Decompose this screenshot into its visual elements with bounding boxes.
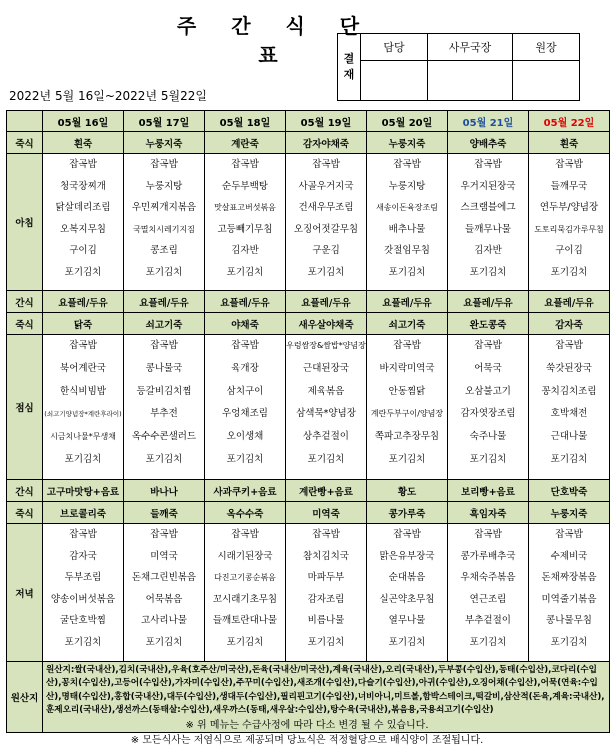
lunch-dish: 제육볶음 (307, 385, 345, 397)
breakfast-dish: 고등빼기무침 (217, 223, 273, 235)
afternoon-snack-cell: 바나나 (124, 480, 205, 502)
breakfast-dish: 배추나물 (388, 223, 426, 235)
approval-box (337, 33, 580, 101)
lunch-day-cell (124, 335, 205, 480)
morning-porridge-cell: 누룽지죽 (367, 132, 448, 154)
morning-snack-cell: 요플레/두유 (367, 291, 448, 313)
lunch-porridge-row (7, 313, 610, 335)
breakfast-dish: 포기김치 (550, 266, 588, 278)
dinner-dish: 실곤약초무침 (379, 593, 435, 605)
lunch-dish: 잡곡밥 (474, 340, 502, 351)
dinner-dish: 콩가루배추국 (460, 550, 516, 562)
lunch-dish: 계란두부구이/양념장 (370, 409, 444, 419)
dinner-day-cell (205, 524, 286, 662)
lunch-dish: 시금치나물*무생채 (50, 432, 116, 442)
dinner-dish: 참치김치국 (303, 550, 349, 562)
breakfast-dish: 구이김 (69, 245, 97, 257)
dinner-dish: 콩나물무침 (546, 615, 592, 627)
afternoon-snack-cell: 황도 (367, 480, 448, 502)
dinner-dish: 열무나물 (388, 615, 426, 627)
breakfast-dish: 우거지된장국 (460, 180, 516, 192)
dinner-dish: 다진고기콩순볶음 (214, 573, 276, 583)
lunch-dish: 바지락미역국 (379, 362, 435, 374)
breakfast-dish: 포기김치 (64, 266, 102, 278)
dinner-dish: 포기김치 (550, 636, 588, 648)
lunch-dish: 잡곡밥 (555, 340, 583, 351)
afternoon-snack-cell: 사과쿠키+음료 (205, 480, 286, 502)
lunch-dish: 등갈비김치찜 (136, 385, 192, 397)
breakfast-dish: 닭살데리조림 (55, 202, 111, 214)
breakfast-dish: 오복지무침 (60, 223, 106, 235)
dinner-dish: 꼬시래기초무침 (212, 593, 278, 605)
dinner-dish: 순대볶음 (388, 572, 426, 584)
lunch-porridge-cell: 야채죽 (205, 313, 286, 335)
lunch-dish: 육개장 (231, 362, 259, 374)
morning-porridge-cell: 양배추죽 (448, 132, 529, 154)
page-title: 주 간 식 단 표 (176, 14, 374, 67)
breakfast-dish: 잡곡밥 (393, 159, 421, 170)
approval-col-manager: 사무국장 (428, 34, 513, 61)
dinner-dish: 잡곡밥 (69, 529, 97, 540)
lunch-dish: 오삼불고기 (465, 385, 511, 397)
breakfast-dish: 순두부백탕 (222, 180, 268, 192)
lunch-dish: 삼색묵*양념장 (296, 408, 356, 420)
breakfast-dish: 포기김치 (469, 266, 507, 278)
morning-porridge-cell: 흰죽 (529, 132, 610, 154)
dinner-dish: 수제비국 (550, 550, 588, 562)
breakfast-dish: 포기김치 (226, 266, 264, 278)
lunch-dish: 잡곡밥 (231, 340, 259, 351)
lunch-porridge-cell: 닭죽 (43, 313, 124, 335)
approval-sign-manager (428, 61, 513, 101)
morning-porridge-cell: 흰죽 (43, 132, 124, 154)
breakfast-dish: 콩조림 (150, 245, 178, 257)
dinner-dish: 고사리나물 (141, 615, 187, 627)
morning-snack-cell: 요플레/두유 (205, 291, 286, 313)
dinner-dish: 돈채짜장볶음 (541, 572, 597, 584)
dinner-dish: 두부조림 (64, 572, 102, 584)
breakfast-dish: 들깨무국 (550, 180, 588, 192)
breakfast-row (7, 154, 610, 291)
dinner-dish: 미역국 (150, 550, 178, 562)
breakfast-dish: 잡곡밥 (555, 159, 583, 170)
breakfast-dish: 잡곡밥 (150, 159, 178, 170)
breakfast-day-cell (286, 154, 367, 291)
breakfast-dish: 들깨무나물 (465, 223, 511, 235)
breakfast-dish: 맛살표고버섯볶음 (214, 203, 276, 213)
breakfast-dish: 잡곡밥 (474, 159, 502, 170)
afternoon-snack-cell: 계란빵+음료 (286, 480, 367, 502)
lunch-dish: 잡곡밥 (150, 340, 178, 351)
dinner-dish: 비름나물 (307, 615, 345, 627)
approval-sign-staff (361, 61, 428, 101)
lunch-porridge-cell: 새우살야채죽 (286, 313, 367, 335)
morning-porridge-label: 죽식 (7, 132, 43, 154)
dinner-porridge-cell: 들깨죽 (124, 502, 205, 524)
dinner-dish: 포기김치 (226, 636, 264, 648)
dinner-dish: 잡곡밥 (555, 529, 583, 540)
approval-col-staff: 담당 (361, 34, 428, 61)
day-sun: 05월 22일 (529, 111, 610, 132)
dinner-day-cell (124, 524, 205, 662)
breakfast-dish: 갓절임무침 (384, 245, 430, 257)
dinner-label: 저녁 (7, 524, 43, 662)
corner-cell (7, 111, 43, 132)
morning-porridge-cell: 계란죽 (205, 132, 286, 154)
breakfast-dish: 도토리묵김가루무침 (534, 224, 604, 234)
lunch-dish: 꽁치김치조림 (541, 385, 597, 397)
dinner-dish: 마파두부 (307, 572, 345, 584)
note-diet: ※ 모든식사는 저염식으로 제공되며 당뇨식은 적정혈당으로 배식양이 조절됩니다. (130, 735, 484, 746)
breakfast-dish: 누룽지탕 (388, 180, 426, 192)
lunch-day-cell (448, 335, 529, 480)
breakfast-dish: 사골우거지국 (298, 180, 354, 192)
lunch-porridge-cell: 쇠고기죽 (124, 313, 205, 335)
dinner-dish: 감자조림 (307, 593, 345, 605)
afternoon-snack-label: 간식 (7, 480, 43, 502)
lunch-porridge-cell: 감자죽 (529, 313, 610, 335)
origin-label: 원산지 (7, 662, 43, 733)
lunch-dish: 호박채전 (550, 408, 588, 420)
lunch-day-cell (43, 335, 124, 480)
breakfast-day-cell (205, 154, 286, 291)
lunch-dish: 한식비빔밥 (60, 385, 106, 397)
breakfast-dish: 잡곡밥 (312, 159, 340, 170)
lunch-day-cell (529, 335, 610, 480)
breakfast-dish: 김자반 (231, 245, 259, 257)
dinner-dish: 포기김치 (469, 636, 507, 648)
dinner-dish: 잡곡밥 (312, 529, 340, 540)
dinner-day-cell (448, 524, 529, 662)
afternoon-snack-cell: 단호박죽 (529, 480, 610, 502)
dinner-day-cell (286, 524, 367, 662)
dinner-dish: 들깨토란대나물 (212, 615, 278, 627)
breakfast-dish: 누룽지탕 (145, 180, 183, 192)
lunch-dish: 우엉채조림 (222, 408, 268, 420)
morning-porridge-cell: 누룽지죽 (124, 132, 205, 154)
lunch-porridge-cell: 완도콩죽 (448, 313, 529, 335)
morning-snack-cell: 요플레/두유 (448, 291, 529, 313)
dinner-dish: 돈채그린빈볶음 (131, 572, 197, 584)
weekly-menu-table (6, 110, 610, 733)
dinner-dish: 포기김치 (64, 636, 102, 648)
breakfast-dish: 포기김치 (145, 266, 183, 278)
breakfast-day-cell (43, 154, 124, 291)
lunch-day-cell (286, 335, 367, 480)
breakfast-dish: 우민찌개지볶음 (131, 202, 197, 214)
lunch-dish: 콩나물국 (145, 362, 183, 374)
dinner-dish: 부추겉절이 (465, 615, 511, 627)
lunch-dish: 북어계란국 (60, 362, 106, 374)
morning-snack-cell: 요플레/두유 (286, 291, 367, 313)
lunch-dish: 어묵국 (474, 362, 502, 374)
dinner-day-cell (43, 524, 124, 662)
day-mon: 05월 16일 (43, 111, 124, 132)
lunch-dish: (쇠고기양념장*계란후라이) (44, 410, 122, 419)
breakfast-day-cell (529, 154, 610, 291)
lunch-dish: 포기김치 (307, 453, 345, 465)
lunch-dish: 감자엿장조림 (460, 408, 516, 420)
breakfast-dish: 연두부/양념장 (539, 202, 599, 214)
dinner-dish: 어묵볶음 (145, 593, 183, 605)
breakfast-dish: 잡곡밥 (231, 159, 259, 170)
lunch-dish: 부추전 (150, 408, 178, 420)
dinner-dish: 포기김치 (307, 636, 345, 648)
lunch-dish: 삼치구이 (226, 385, 264, 397)
dinner-porridge-label: 죽식 (7, 502, 43, 524)
lunch-day-cell (367, 335, 448, 480)
lunch-dish: 상추겉절이 (303, 431, 349, 443)
breakfast-day-cell (124, 154, 205, 291)
dinner-dish: 미역줄기볶음 (541, 593, 597, 605)
lunch-dish: 잡곡밥 (69, 340, 97, 351)
dinner-dish: 잡곡밥 (150, 529, 178, 540)
breakfast-day-cell (448, 154, 529, 291)
dinner-dish: 연근조림 (469, 593, 507, 605)
lunch-dish: 근대나물 (550, 431, 588, 443)
lunch-dish: 포기김치 (64, 453, 102, 465)
lunch-day-cell (205, 335, 286, 480)
day-thu: 05월 19일 (286, 111, 367, 132)
breakfast-dish: 구이김 (555, 245, 583, 257)
lunch-dish: 쑥갓된장국 (546, 362, 592, 374)
day-fri: 05월 20일 (367, 111, 448, 132)
lunch-dish: 안동찜닭 (388, 385, 426, 397)
lunch-dish: 숙주나물 (469, 431, 507, 443)
lunch-porridge-label: 죽식 (7, 313, 43, 335)
dinner-porridge-cell: 콩가루죽 (367, 502, 448, 524)
dinner-row (7, 524, 610, 662)
lunch-dish: 오이생채 (226, 431, 264, 443)
lunch-dish: 근대된장국 (303, 362, 349, 374)
dinner-dish: 감자국 (69, 550, 97, 562)
dinner-porridge-cell: 누룽지죽 (529, 502, 610, 524)
lunch-dish: 포기김치 (469, 453, 507, 465)
afternoon-snack-cell: 보리빵+음료 (448, 480, 529, 502)
lunch-dish: 포기김치 (226, 453, 264, 465)
breakfast-dish: 국멸치시레기지짐 (133, 224, 195, 234)
dinner-dish: 시래기된장국 (217, 550, 273, 562)
note-change: ※ 위 메뉴는 수급사정에 따라 다소 변경 될 수 있습니다. (185, 720, 429, 731)
breakfast-dish: 구운김 (312, 245, 340, 257)
lunch-dish: 옥수수콘샐러드 (131, 431, 197, 443)
dinner-dish: 굴단호박찜 (60, 615, 106, 627)
dinner-dish: 양송이버섯볶음 (50, 593, 116, 605)
lunch-dish: 잡곡밥 (393, 340, 421, 351)
origin-text: 원산지:쌀(국내산),김치(국내산),우육(호주산/미국산),돈육(국내산/미국산),계육(국내산),오리(국내산),두부콩(수입산),동태(수입산),코다리(수입산),꽁치(수입산),고등어(수입산),가자미(수입산),주꾸미(수입산),새조개(수입산),다슬기(수입산),아귀(수입산),오징어채(수입산),어묵(연육:수입산),명태(수입산),홍합(국내산),대두(수입산),생대두(수입산),필리핀고기(수입산),너비아니,미트볼,함박스테이크,떡갈비,삼산적(돈육,계육:국내산),훈제오리(국내산),생선까스(동태살:수입산),새우까스(동태,새우살:수입산),탕수육(국내산),볶음용,국용쇠고기(수입산) (43, 662, 610, 733)
dinner-dish: 잡곡밥 (393, 529, 421, 540)
approval-label (338, 34, 361, 101)
approval-label-1: 결 (343, 52, 355, 65)
morning-snack-cell: 요플레/두유 (124, 291, 205, 313)
dinner-dish: 잡곡밥 (231, 529, 259, 540)
dinner-day-cell (529, 524, 610, 662)
day-wed: 05월 18일 (205, 111, 286, 132)
menu-period: 2022년 5월 16일~2022년 5월22일 (9, 89, 207, 103)
lunch-porridge-cell: 쇠고기죽 (367, 313, 448, 335)
breakfast-dish: 잡곡밥 (69, 159, 97, 170)
breakfast-dish: 포기김치 (388, 266, 426, 278)
breakfast-day-cell (367, 154, 448, 291)
dinner-dish: 맑은유부장국 (379, 550, 435, 562)
morning-porridge-cell: 감자야채죽 (286, 132, 367, 154)
afternoon-snack-row (7, 480, 610, 502)
dinner-porridge-row (7, 502, 610, 524)
morning-snack-cell: 요플레/두유 (43, 291, 124, 313)
approval-sign-director (513, 61, 580, 101)
day-header-row (7, 111, 610, 132)
morning-snack-cell: 요플레/두유 (529, 291, 610, 313)
lunch-dish: 쪽파고추장무침 (374, 431, 440, 443)
lunch-label: 점심 (7, 335, 43, 480)
breakfast-dish: 청국장찌개 (60, 180, 106, 192)
breakfast-dish: 건새우무조림 (298, 202, 354, 214)
breakfast-dish: 스크램블에그 (460, 202, 516, 214)
lunch-dish: 포기김치 (388, 453, 426, 465)
breakfast-dish: 새송이돈육장조림 (376, 203, 438, 213)
lunch-dish: 포기김치 (550, 453, 588, 465)
lunch-dish: 포기김치 (145, 453, 183, 465)
breakfast-dish: 포기김치 (307, 266, 345, 278)
day-sat: 05월 21일 (448, 111, 529, 132)
breakfast-dish: 김자반 (474, 245, 502, 257)
morning-snack-label: 간식 (7, 291, 43, 313)
approval-col-director: 원장 (513, 34, 580, 61)
breakfast-label: 아침 (7, 154, 43, 291)
breakfast-dish: 오징어젓갈무침 (293, 223, 359, 235)
morning-snack-row (7, 291, 610, 313)
dinner-porridge-cell: 브로콜리죽 (43, 502, 124, 524)
dinner-dish: 포기김치 (388, 636, 426, 648)
dinner-porridge-cell: 미역죽 (286, 502, 367, 524)
morning-porridge-row (7, 132, 610, 154)
dinner-dish: 포기김치 (145, 636, 183, 648)
day-tue: 05월 17일 (124, 111, 205, 132)
afternoon-snack-cell: 고구마맛탕+음료 (43, 480, 124, 502)
dinner-porridge-cell: 흑임자죽 (448, 502, 529, 524)
approval-label-2: 재 (343, 68, 355, 81)
dinner-day-cell (367, 524, 448, 662)
dinner-dish: 우채숙주볶음 (460, 572, 516, 584)
lunch-row (7, 335, 610, 480)
dinner-dish: 잡곡밥 (474, 529, 502, 540)
dinner-porridge-cell: 옥수수죽 (205, 502, 286, 524)
lunch-dish: 우렁쌈장&쌈밥*양념장 (286, 341, 366, 350)
